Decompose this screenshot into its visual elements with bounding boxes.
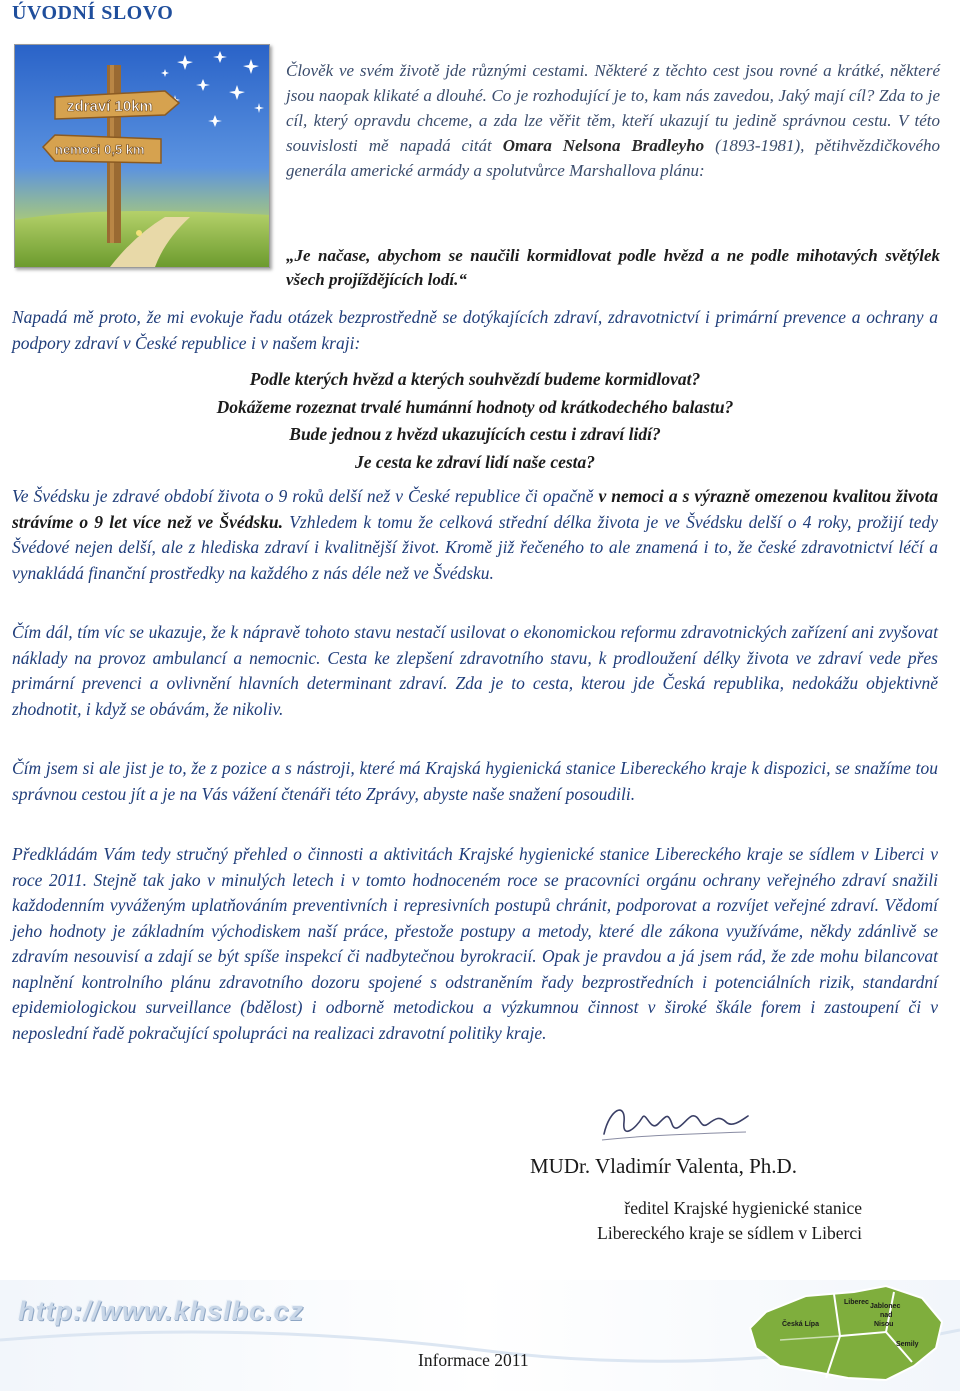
map-label-ceska-lipa: Česká Lípa	[782, 1321, 819, 1328]
question-list	[12, 366, 938, 476]
handwritten-signature	[596, 1088, 756, 1163]
sign-bottom-label: nemoci 0,5 km	[55, 142, 145, 157]
map-label-jablonec: Jablonec nad Nisou	[870, 1303, 901, 1328]
paragraph-2	[12, 484, 938, 586]
map-label-liberec: Liberec	[844, 1299, 869, 1306]
paragraph-2-text-a: Ve Švédsku je zdravé období života o 9 roků delší než v České republice či opačně	[12, 486, 599, 506]
paragraph-2-text-b: Vzhledem k tomu že celková střední délka života je ve Švédsku delší o 4 roky, prožijí tedy Švédové nejen delší, ale z hlediska zdraví i kvalitnější život. Kromě již řečeného to ale znamená i to, že české zdravotnictví léčí a vynakládá finanční prostředky na každého z nás déle než ve Švédsku.	[12, 511, 938, 583]
signatory-name: MUDr. Vladimír Valenta, Ph.D.	[530, 1154, 797, 1178]
paragraph-3: Čím dál, tím víc se ukazuje, že k nápravě tohoto stavu nestačí usilovat o ekonomickou reformu zdravotnických zařízení ani zvyšovat náklady na provoz ambulancí a nemocnic. Cesta ke zlepšení zdravotního stavu, k prodloužení délky života ve zdraví vede přes primární prevenci a ovlivnění hlavních determinant zdraví. Zda je to cesta, kterou jde Česká republika, nedokážu objektivně zhodnotit, i když se obávám, že nikoliv.	[12, 622, 938, 719]
paragraph-5: Předkládám Vám tedy stručný přehled o činnosti a aktivitách Krajské hygienické stanice Libereckého kraje se sídlem v Liberci v roce 2011. Stejně tak jako v minulých letech i v tomto hodnoceném roce se pracovníci orgánu ochrany veřejného zdraví snažili každodenním vyváženým uplatňováním preventivních i represivních postupů chránit, podporovat a rozvíjet veřejné zdraví. Vědomí jeho hodnoty je základním východiskem naší práce, přestože postupy a metody, které dle zákona využíváme, někdy zdánlivě se zdravím nesouvisí a zdají se být spíše inspekcí či nadbytečnou byrokracií. Opak je pravdou a já jsem rád, že zde mohu bilancovat naplnění kontrolního plánu zdravotního dozoru spojené s odstraněním řady bezprostředních i potenciálních rizik, standardní epidemiologickou surveillance (bdělost) i odborně metodickou a výzkumnou činnost v široké škále forem i zastoupení či v neposlední řadě pokračující spolupráci na realizaci zdravotní politiky kraje.	[12, 844, 938, 1043]
question-item: Podle kterých hvězd a kterých souhvězdí budeme kormidlovat?	[249, 369, 701, 389]
signatory-role-line: ředitel Krajské hygienické stanice	[624, 1198, 862, 1218]
question-item: Bude jednou z hvězd ukazujících cestu i zdraví lidí?	[289, 424, 661, 444]
paragraph-1: Napadá mě proto, že mi evokuje řadu otázek bezprostředně se dotýkajících zdraví, zdravotnictví i primární prevence a ochrany a podpory zdraví v České republice i v našem kraji:	[12, 307, 938, 353]
paragraph-2-emphasis: v nemoci a s výrazně omezenou kvalitou života strávíme o 9 let více než ve Švédsku.	[12, 486, 938, 532]
page-title: ÚVODNÍ SLOVO	[12, 2, 174, 24]
region-map	[736, 1282, 952, 1386]
signatory-role	[530, 1196, 862, 1246]
sign-top-label: zdraví 10km	[67, 98, 153, 115]
paragraph-4: Čím jsem si ale jist je to, že z pozice a s nástroji, které má Krajská hygienická stanice Libereckého kraje k dispozici, se snažíme tou správnou cestou jít a je na Vás vážení čtenáři této Zprávy, abyste naše snažení posoudili.	[12, 758, 938, 804]
question-item: Je cesta ke zdraví lidí naše cesta?	[354, 451, 596, 472]
signpost-illustration	[14, 44, 270, 268]
intro-quoted-name: Omara Nelsona Bradleyho	[502, 136, 705, 155]
signatory-role-line: Libereckého kraje se sídlem v Liberci	[597, 1223, 862, 1243]
quote: „Je načase, abychom se naučili kormidlovat podle hvězd a ne podle mihotavých světýlek všech projíždějících lodí.“	[286, 246, 940, 289]
footer-label: Informace 2011	[418, 1350, 529, 1370]
intro-text-a: Člověk ve svém životě jde různými cestami. Některé z těchto cest jsou rovné a krátké, některé jsou naopak klikaté a dlouhé. Co je rozhodující je to, kam nás zavedou, Jaký mají cíl? Zda to je cíl, který opravdu chceme, a zda lze věřit těm, kteří ukazují tu jedině správnou cestu. V této souvislosti mě napadá citát	[286, 61, 940, 155]
website-url[interactable]: http://www.khslbc.cz	[18, 1296, 305, 1326]
intro-text-b: (1893-1981), pětihvězdičkového generála americké armády a spolutvůrce Marshallova plánu:	[286, 136, 940, 180]
intro-paragraph	[286, 58, 940, 183]
map-label-semily: Semily	[896, 1341, 919, 1348]
question-item: Dokážeme rozeznat trvalé humánní hodnoty od krátkodechého balastu?	[216, 396, 734, 417]
